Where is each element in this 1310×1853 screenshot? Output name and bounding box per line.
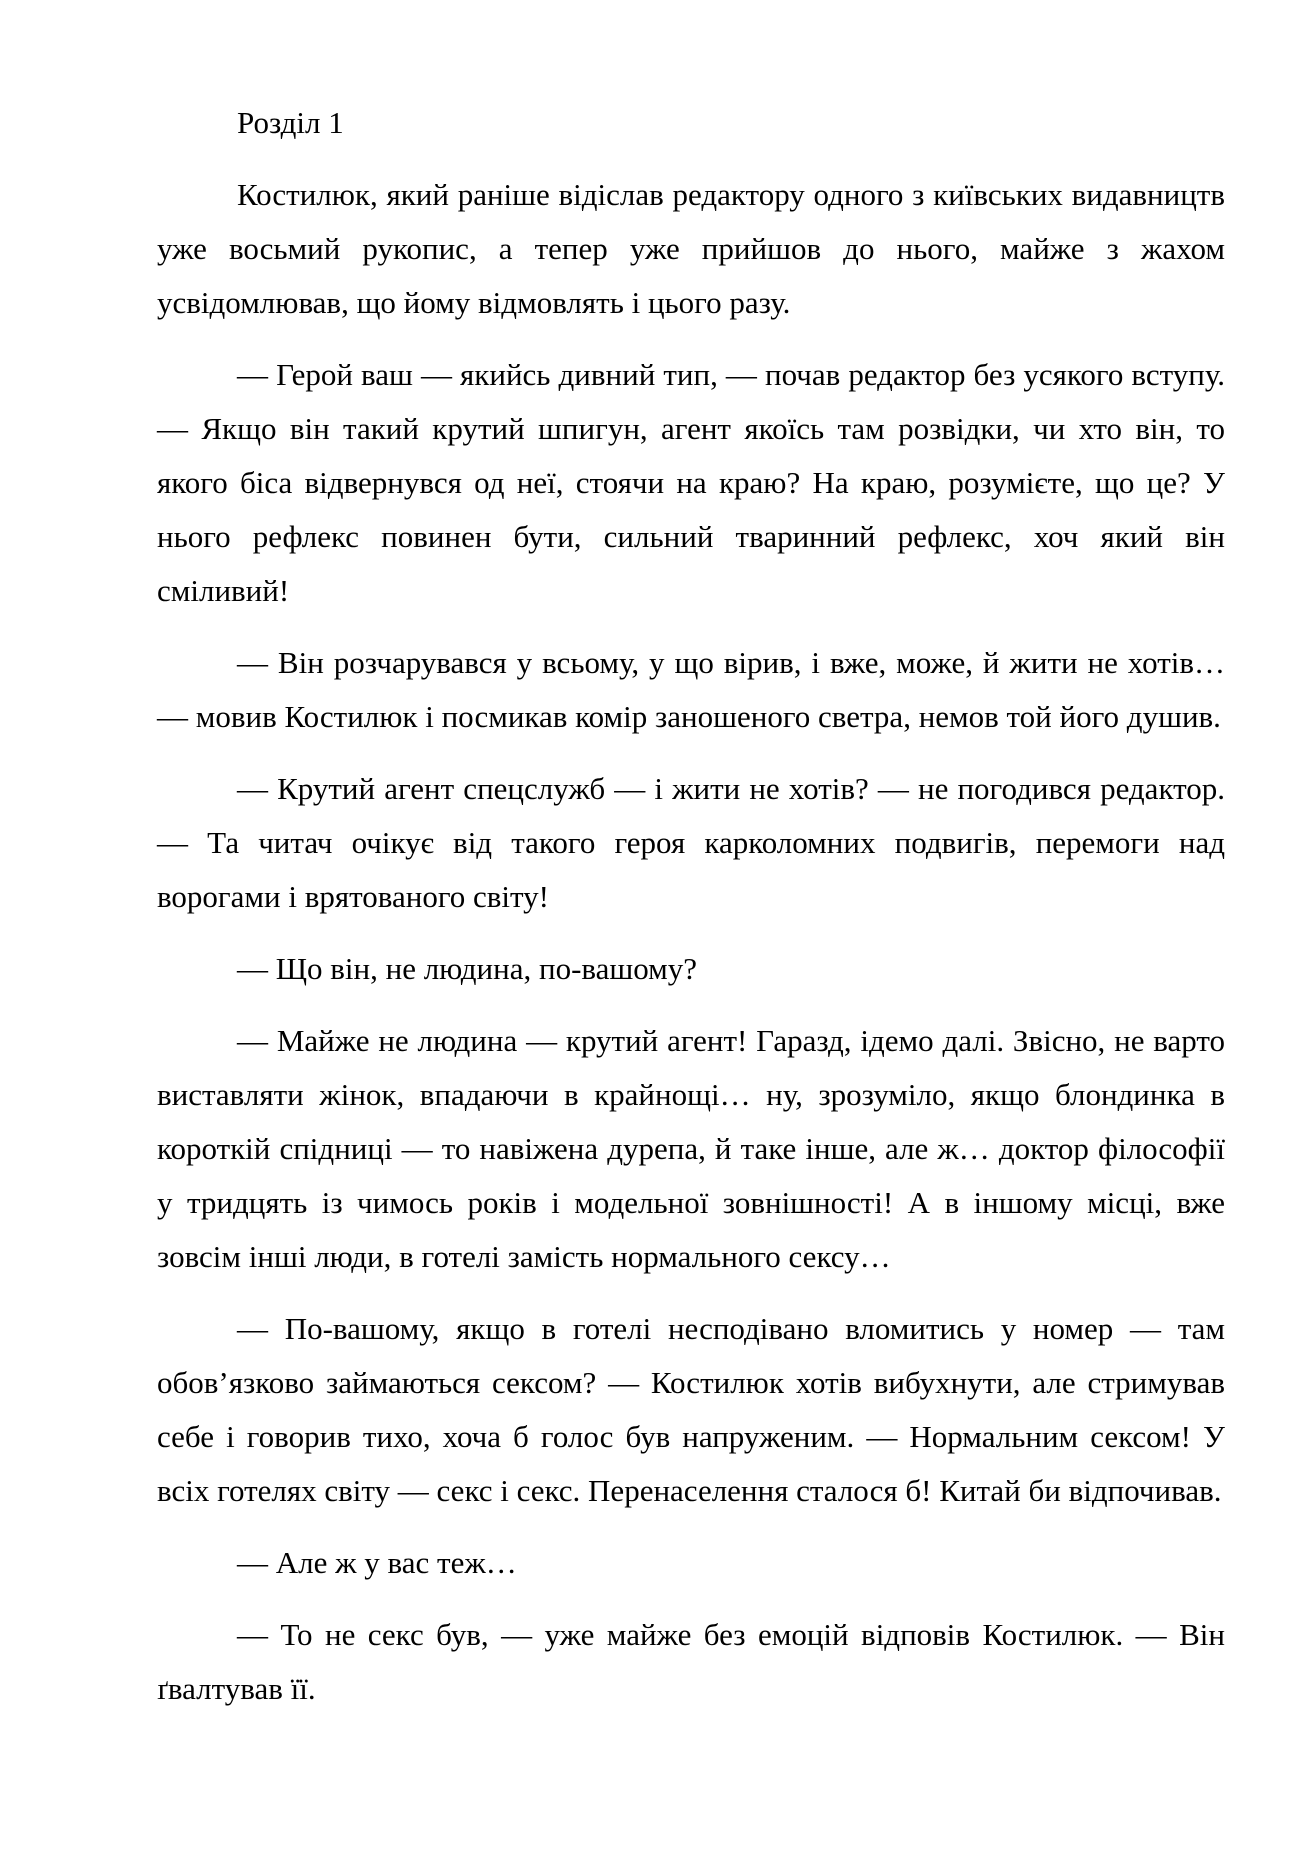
paragraph-1: Костилюк, який раніше відіслав редактору одного з київських видавництв уже восьмий рукопис, а тепер уже прийшов до нього, майже з жахом усвідомлював, що йому відмовлять і цього разу. [157,177,1225,320]
document-body [157,96,1225,1734]
paragraph-9: — То не секс був, — уже майже без емоцій відповів Костилюк. — Він ґвалтував її. [157,1617,1225,1706]
paragraph-8: — Але ж у вас теж… [237,1545,517,1580]
paragraph-4: — Крутий агент спецслужб — і жити не хотів? — не погодився редактор. — Та читач очікує від такого героя карколомних подвигів, перемоги над ворогами і врятованого світу! [157,771,1225,914]
paragraph-7: — По-вашому, якщо в готелі несподівано вломитись у номер — там обов’язково займаються сексом? — Костилюк хотів вибухнути, але стримував себе і говорив тихо, хоча б голос був напруженим. — Нормальним сексом! У всіх готелях світу — секс і секс. Перенаселення сталося б! Китай би відпочивав. [157,1311,1225,1508]
chapter-heading: Розділ 1 [237,105,344,140]
paragraph-2: — Герой ваш — якийсь дивний тип, — почав редактор без усякого вступу. — Якщо він такий крутий шпигун, агент якоїсь там розвідки, чи хто він, то якого біса відвернувся од неї, стоячи на краю? На краю, розумієте, що це? У нього рефлекс повинен бути, сильний тваринний рефлекс, хоч який він сміливий! [157,357,1225,608]
paragraph-3: — Він розчарувався у всьому, у що вірив, і вже, може, й жити не хотів… — мовив Костилюк і посмикав комір заношеного светра, немов той його душив. [157,645,1225,734]
paragraph-5: — Що він, не людина, по-вашому? [237,951,698,986]
paragraph-6: — Майже не людина — крутий агент! Гаразд, ідемо далі. Звісно, не варто виставляти жінок, впадаючи в крайнощі… ну, зрозуміло, якщо блондинка в короткій спідниці — то навіжена дурепа, й таке інше, але ж… доктор філософії у тридцять із чимось років і модельної зовнішності! А в іншому місці, вже зовсім інші люди, в готелі замість нормального сексу… [157,1023,1225,1274]
